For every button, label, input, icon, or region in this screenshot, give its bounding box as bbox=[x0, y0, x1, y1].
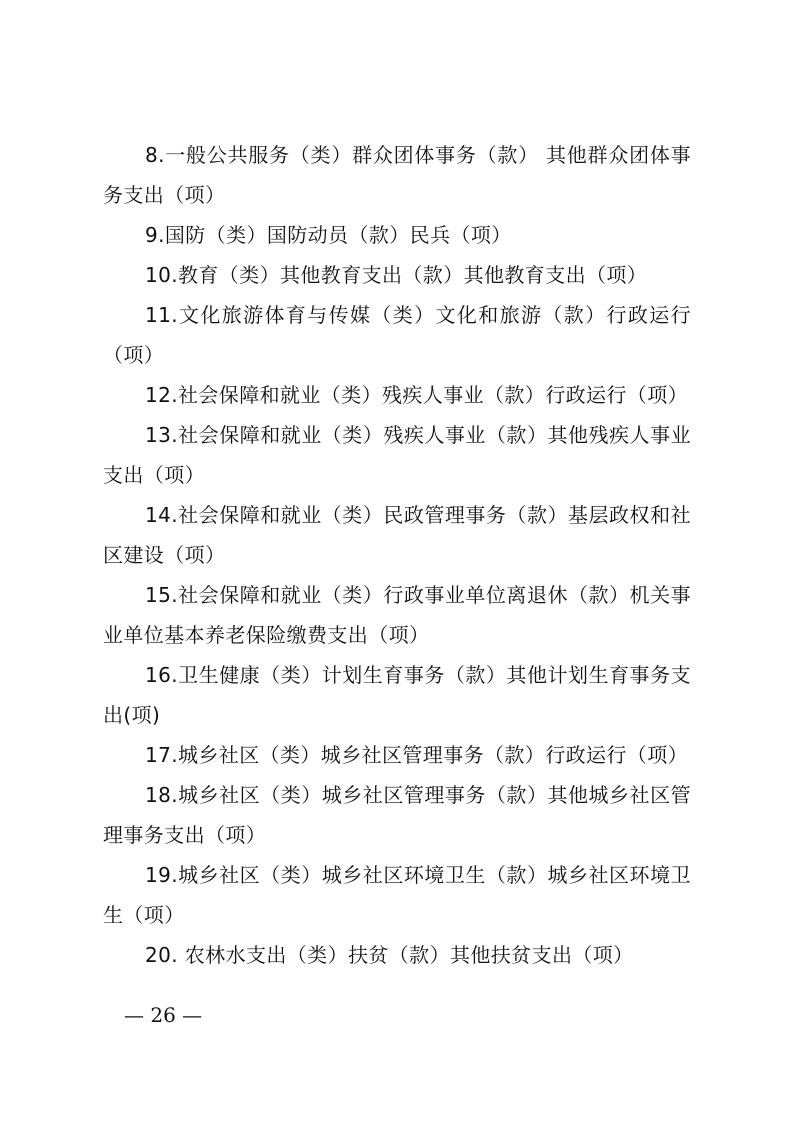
paragraph-item-15: 15.社会保障和就业（类）行政事业单位离退休（款）机关事业单位基本养老保险缴费支出（项） bbox=[103, 583, 691, 647]
paragraph-item-12: 12.社会保障和就业（类）残疾人事业（款）行政运行（项） bbox=[145, 383, 689, 407]
paragraph-item-18: 18.城乡社区（类）城乡社区管理事务（款）其他城乡社区管理事务支出（项） bbox=[103, 783, 691, 847]
paragraph-item-10: 10.教育（类）其他教育支出（款）其他教育支出（项） bbox=[145, 263, 648, 287]
paragraph-item-19: 19.城乡社区（类）城乡社区环境卫生（款）城乡社区环境卫生（项） bbox=[103, 863, 691, 927]
paragraph-item-9: 9.国防（类）国防动员（款）民兵（项） bbox=[145, 223, 512, 247]
paragraph-item-11: 11.文化旅游体育与传媒（类）文化和旅游（款）行政运行（项） bbox=[103, 303, 691, 367]
paragraph-item-8: 8.一般公共服务（类）群众团体事务（款） 其他群众团体事务支出（项） bbox=[103, 143, 691, 207]
paragraph-item-14: 14.社会保障和就业（类）民政管理事务（款）基层政权和社区建设（项） bbox=[103, 503, 691, 567]
paragraph-item-13: 13.社会保障和就业（类）残疾人事业（款）其他残疾人事业支出（项） bbox=[103, 423, 691, 487]
paragraph-item-17: 17.城乡社区（类）城乡社区管理事务（款）行政运行（项） bbox=[145, 743, 689, 767]
paragraph-item-16: 16.卫生健康（类）计划生育事务（款）其他计划生育事务支出(项) bbox=[103, 663, 691, 727]
page-number: — 26 — bbox=[124, 1003, 203, 1027]
body-text bbox=[103, 135, 691, 975]
paragraph-item-20: 20. 农林水支出（类）扶贫（款）其他扶贫支出（项） bbox=[145, 943, 634, 967]
